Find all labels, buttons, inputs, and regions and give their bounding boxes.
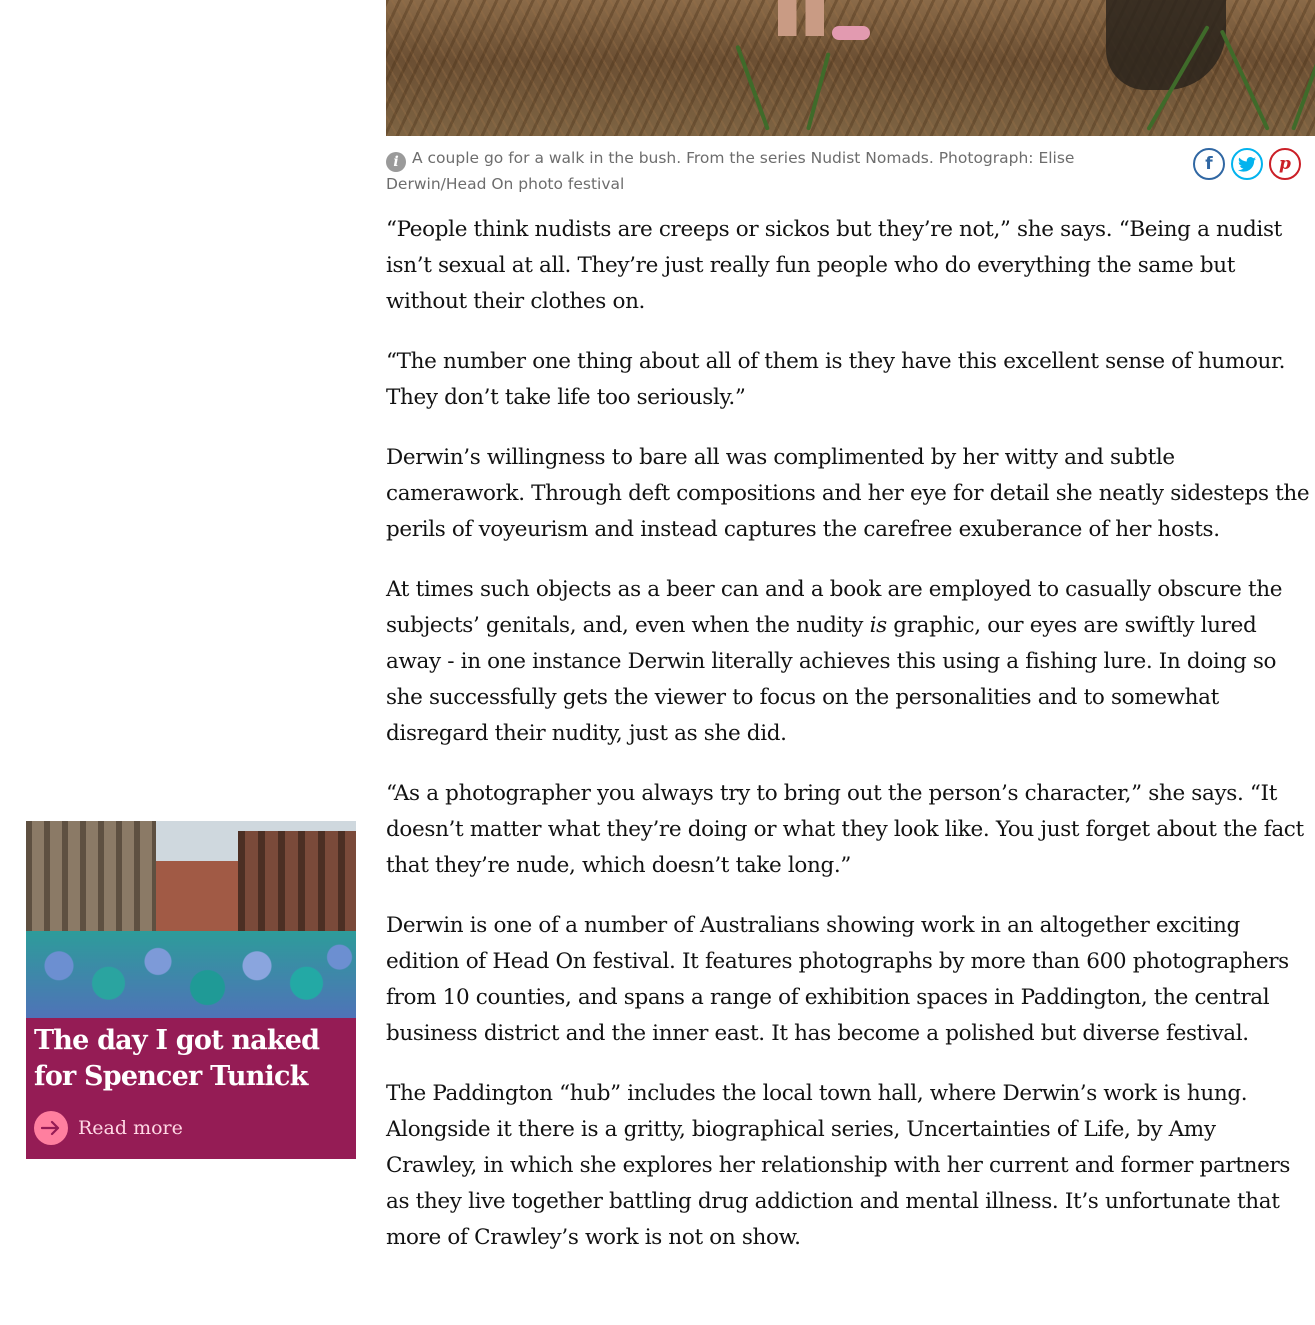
pinterest-icon: p bbox=[1279, 154, 1291, 174]
article-paragraph: Derwin’s willingness to bare all was complimented by her witty and subtle camerawork. Through deft compositions and her eye for detail she neatly sidesteps the perils of voyeurism and instead captures the carefree exuberance of her hosts. bbox=[386, 445, 1310, 542]
article-paragraph: “People think nudists are creeps or sickos but they’re not,” she says. “Being a nudist isn’t sexual at all. They’re just really fun people who do everything the same but without their clothes on. bbox=[386, 217, 1282, 314]
grass-blade bbox=[735, 45, 770, 131]
article-body bbox=[386, 212, 1312, 1280]
image-building bbox=[156, 861, 238, 941]
article-paragraph: Derwin is one of a number of Australians showing work in an altogether exciting edition of Head On festival. It features photographs by more than 600 photographers from 10 counties, and spans a range of exhibition spaces in Paddington, the central business district and the inner east. It has become a polished but diverse festival. bbox=[386, 913, 1289, 1046]
twitter-icon bbox=[1238, 157, 1256, 172]
read-more-label: Read more bbox=[78, 1117, 183, 1139]
facebook-icon: f bbox=[1205, 154, 1213, 174]
photo-shadow bbox=[1106, 0, 1226, 90]
twitter-share-button[interactable] bbox=[1231, 148, 1263, 180]
article-paragraph: “The number one thing about all of them is they have this excellent sense of humour. They don’t take life too seriously.” bbox=[386, 349, 1286, 410]
article-paragraph: The Paddington “hub” includes the local town hall, where Derwin’s work is hung. Alongside it there is a gritty, biographical series, Uncertainties of Life, by Amy Crawley, in which she explores her relationship with her current and former partners as they live together battling drug addiction and mental illness. It’s unfortunate that more of Crawley’s work is not on show. bbox=[386, 1081, 1291, 1250]
grass-blade bbox=[1220, 29, 1270, 130]
grass-blade bbox=[806, 52, 831, 130]
photo-subject-shoe bbox=[832, 26, 870, 40]
emphasis-text: is bbox=[869, 613, 887, 638]
arrow-right-icon bbox=[34, 1111, 68, 1145]
image-crowd bbox=[26, 931, 356, 1018]
caption-text: A couple go for a walk in the bush. From the series Nudist Nomads. Photograph: Elise Derwin/Head On photo festival bbox=[386, 149, 1075, 193]
grass-blade bbox=[1291, 35, 1315, 130]
related-article-title[interactable]: The day I got naked for Spencer Tunick bbox=[34, 1025, 320, 1092]
photo-caption bbox=[386, 146, 1146, 196]
facebook-share-button[interactable] bbox=[1193, 148, 1225, 180]
pinterest-share-button[interactable] bbox=[1269, 148, 1301, 180]
share-buttons bbox=[1193, 148, 1301, 180]
paragraph-text: graphic, our eyes are swiftly lured away - in one instance Derwin literally achieves this using a fishing lure. In doing so she successfully gets the viewer to focus on the personalities and to somewhat disregard their nudity, just as she did. bbox=[386, 613, 1277, 746]
article-paragraph: “As a photographer you always try to bring out the person’s character,” she says. “It doesn’t matter what they’re doing or what they look like. You just forget about the fact that they’re nude, which doesn’t take long.” bbox=[386, 781, 1304, 878]
article-paragraph bbox=[386, 572, 1312, 752]
related-article-card[interactable] bbox=[26, 821, 356, 1159]
read-more-link[interactable] bbox=[34, 1111, 183, 1145]
photo-subject-legs bbox=[778, 0, 824, 36]
related-article-image bbox=[26, 821, 356, 1018]
info-icon[interactable]: i bbox=[386, 152, 406, 172]
article-photo bbox=[386, 0, 1315, 136]
paragraph-text: At times such objects as a beer can and a book are employed to casually obscure the subjects’ genitals, and, even when the nudity bbox=[386, 577, 1283, 638]
